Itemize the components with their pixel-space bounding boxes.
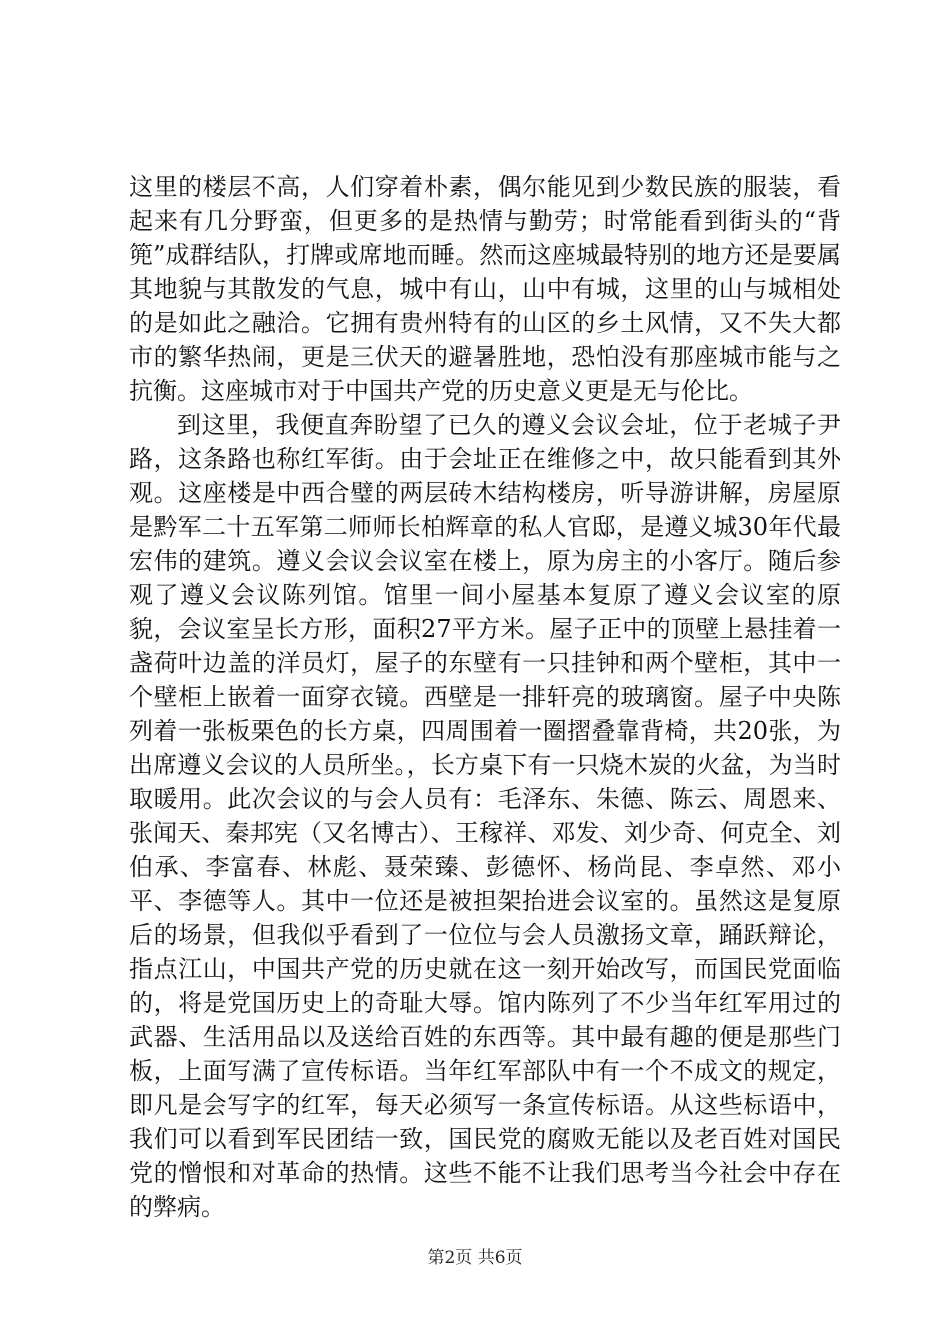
document-body xyxy=(129,170,841,1224)
paragraph-1: 这里的楼层不高，人们穿着朴素，偶尔能见到少数民族的服装，看起来有几分野蛮，但更多的是热情与勤劳；时常能看到街头的“背篼”成群结队，打牌或席地而睡。然而这座城最特别的地方还是要属其地貌与其散发的气息，城中有山，山中有城，这里的山与城相处的是如此之融洽。它拥有贵州特有的山区的乡土风情，又不失大都市的繁华热闹，更是三伏天的避暑胜地，恐怕没有那座城市能与之抗衡。这座城市对于中国共产党的历史意义更是无与伦比。 xyxy=(129,173,841,405)
paragraph-2: 到这里，我便直奔盼望了已久的遵义会议会址，位于老城子尹路，这条路也称红军街。由于会址正在维修之中，故只能看到其外观。这座楼是中西合璧的两层砖木结构楼房，听导游讲解，房屋原是黔军二十五军第二师师长柏辉章的私人官邸，是遵义城30年代最宏伟的建筑。遵义会议会议室在楼上，原为房主的小客厅。随后参观了遵义会议陈列馆。馆里一间小屋基本复原了遵义会议室的原貌，会议室呈长方形，面积27平方米。屋子正中的顶壁上悬挂着一盏荷叶边盖的洋员灯，屋子的东壁有一只挂钟和两个壁柜，其中一个壁柜上嵌着一面穿衣镜。西壁是一排轩亮的玻璃窗。屋子中央陈列着一张板栗色的长方桌，四周围着一圈摺叠靠背椅，共20张，为出席遵义会议的人员所坐。，长方桌下有一只烧木炭的火盆，为当时取暖用。此次会议的与会人员有：毛泽东、朱德、陈云、周恩来、张闻天、秦邦宪（又名博古）、王稼祥、邓发、刘少奇、何克全、刘伯承、李富春、林彪、聂荣臻、彭德怀、杨尚昆、李卓然、邓小平、李德等人。其中一位还是被担架抬进会议室的。虽然这是复原后的场景，但我似乎看到了一位位与会人员激扬文章，踊跃辩论，指点江山，中国共产党的历史就在这一刻开始改写，而国民党面临的，将是党国历史上的奇耻大辱。馆内陈列了不少当年红军用过的武器、生活用品以及送给百姓的东西等。其中最有趣的便是那些门板，上面写满了宣传标语。当年红军部队中有一个不成文的规定，即凡是会写字的红军，每天必须写一条宣传标语。从这些标语中，我们可以看到军民团结一致，国民党的腐败无能以及老百姓对国民党的憎恨和对革命的热情。这些不能不让我们思考当今社会中存在的弊病。 xyxy=(129,411,841,1221)
page-footer: 第2页 共6页 xyxy=(427,1248,523,1268)
